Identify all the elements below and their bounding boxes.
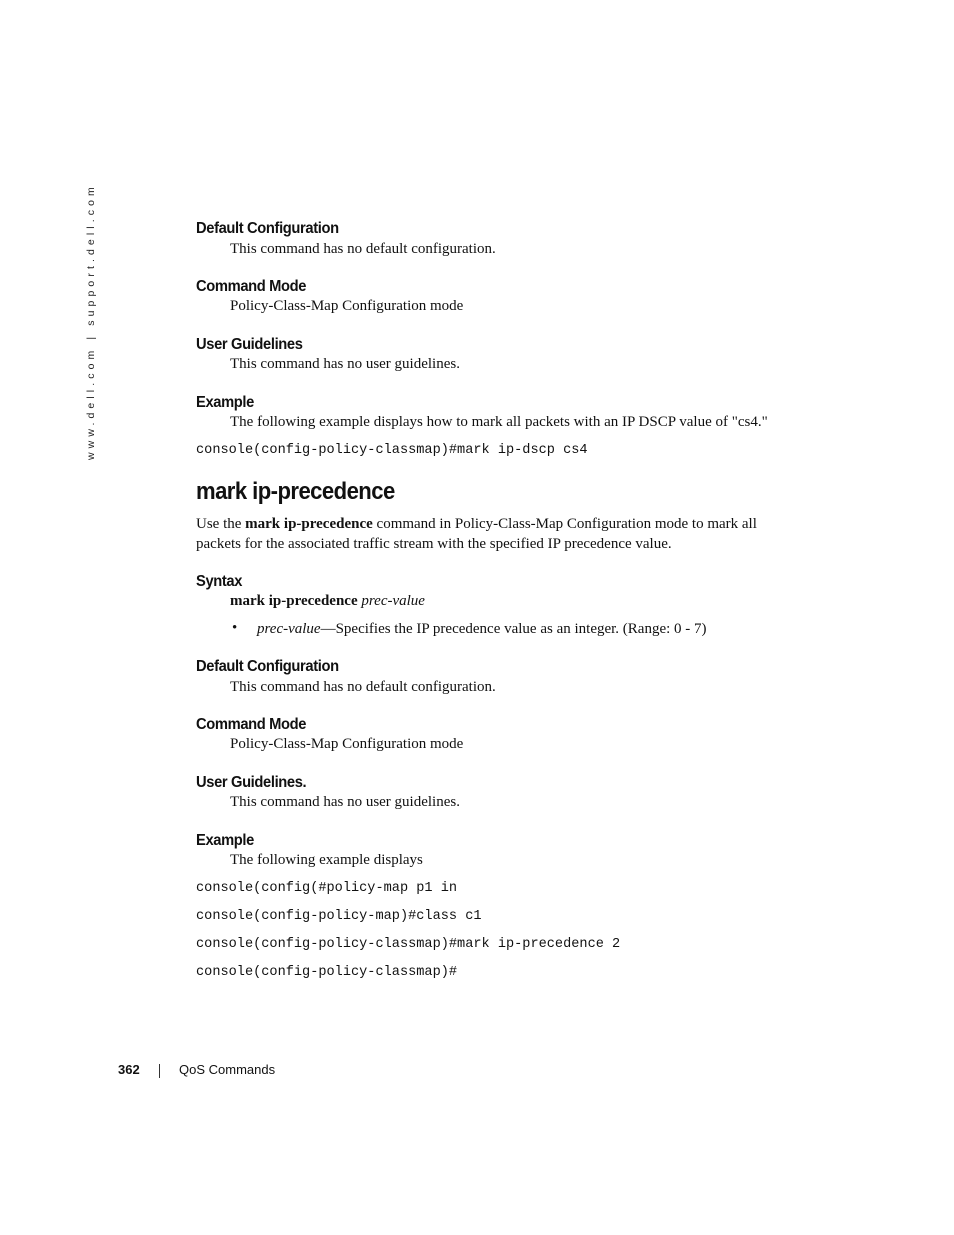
syntax-heading: Syntax <box>196 573 243 590</box>
code-line: console(config-policy-classmap)#mark ip-precedence 2 <box>196 937 621 952</box>
example-code-line: console(config-policy-classmap)#mark ip-dscp cs4 <box>196 443 588 458</box>
intro-prefix: Use the <box>196 516 246 532</box>
default-config-heading: Default Configuration <box>196 220 339 237</box>
user-guidelines-heading: User Guidelines. <box>196 774 307 791</box>
code-line: console(config-policy-map)#class c1 <box>196 909 482 924</box>
default-config-text: This command has no default configuration. <box>230 241 496 257</box>
command-mode-heading: Command Mode <box>196 716 307 733</box>
footer-divider <box>159 1064 160 1078</box>
section-title: mark ip-precedence <box>196 478 395 505</box>
syntax-param: prec-value <box>361 593 425 609</box>
command-mode-heading: Command Mode <box>196 278 307 295</box>
command-mode-text: Policy-Class-Map Configuration mode <box>230 736 464 752</box>
bullet-marker: • <box>232 620 238 636</box>
section-intro <box>196 515 786 554</box>
syntax-command: mark ip-precedence <box>230 593 358 609</box>
user-guidelines-text: This command has no user guidelines. <box>230 356 460 372</box>
example-heading: Example <box>196 394 254 411</box>
user-guidelines-heading: User Guidelines <box>196 336 303 353</box>
example-text: The following example displays <box>230 852 423 868</box>
default-config-text: This command has no default configuration. <box>230 679 496 695</box>
bullet-param: prec-value <box>257 621 321 637</box>
code-line: console(config(#policy-map p1 in <box>196 881 458 896</box>
bullet-item <box>257 621 707 638</box>
default-config-heading: Default Configuration <box>196 658 339 675</box>
command-mode-text: Policy-Class-Map Configuration mode <box>230 298 464 314</box>
intro-suffix: command in Policy-Class-Map Configuration mode to mark all packets for the associated traffic stream with the specified IP precedence value. <box>196 516 757 552</box>
user-guidelines-text: This command has no user guidelines. <box>230 794 460 810</box>
example-text: The following example displays how to mark all packets with an IP DSCP value of "cs4." <box>230 414 768 430</box>
footer-section-name: QoS Commands <box>179 1062 276 1077</box>
intro-command: mark ip-precedence <box>245 516 373 532</box>
code-line: console(config-policy-classmap)# <box>196 965 458 980</box>
side-url-text: www.dell.com | support.dell.com <box>85 183 97 460</box>
page-number: 362 <box>118 1062 140 1077</box>
bullet-text: —Specifies the IP precedence value as an integer. (Range: 0 - 7) <box>320 621 707 637</box>
syntax-line <box>230 593 425 610</box>
example-heading: Example <box>196 832 254 849</box>
